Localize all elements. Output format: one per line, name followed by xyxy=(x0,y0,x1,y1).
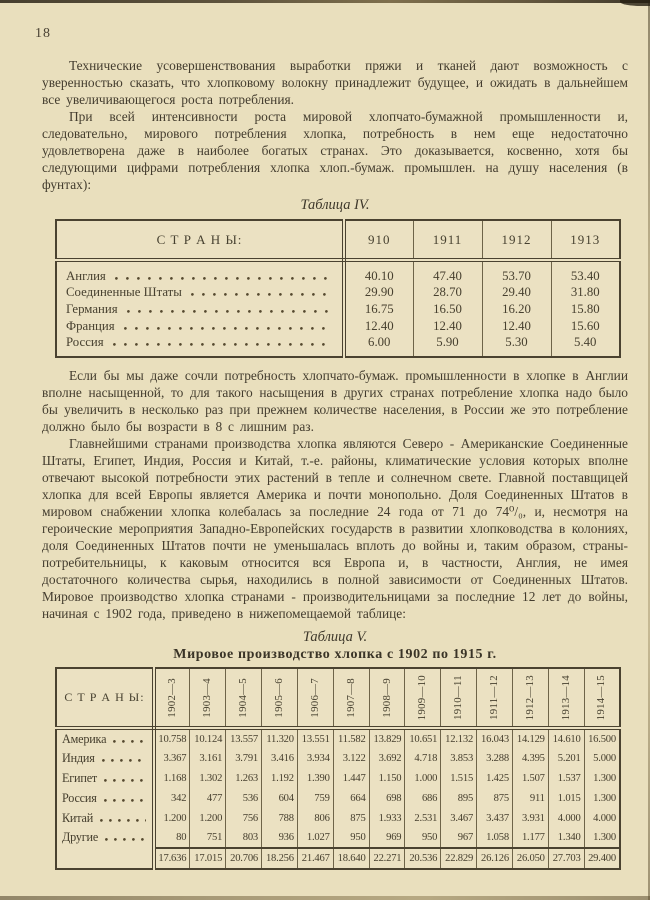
year-column-header-text: 1907—8 xyxy=(344,677,357,718)
value-cell: 1.058 xyxy=(477,828,513,848)
value-cell: 3.122 xyxy=(333,748,369,768)
table-row xyxy=(56,301,620,318)
value-cell: 536 xyxy=(226,788,262,808)
value-cell: 11.320 xyxy=(262,728,298,748)
total-cell: 26.126 xyxy=(477,848,513,869)
value-cell: 5.000 xyxy=(584,748,620,768)
year-column-header-text: 1904—5 xyxy=(237,677,250,718)
value-cell: 3.931 xyxy=(512,808,548,828)
value-cell: 4.395 xyxy=(512,748,548,768)
total-cell: 29.400 xyxy=(584,848,620,869)
value-cell: 756 xyxy=(226,808,262,828)
value-cell: 1.300 xyxy=(584,788,620,808)
value-cell: 14.129 xyxy=(512,728,548,748)
value-cell: 1.302 xyxy=(190,768,226,788)
total-cell: 26.050 xyxy=(512,848,548,869)
year-column-header-text: 1905—6 xyxy=(273,677,286,718)
value-cell: 16.20 xyxy=(482,301,551,318)
year-column-header-text: 1910—11 xyxy=(452,675,465,720)
value-cell: 895 xyxy=(441,788,477,808)
table5-foot xyxy=(56,848,620,869)
dot-leader xyxy=(104,771,146,782)
value-cell: 911 xyxy=(512,788,548,808)
value-cell: 3.416 xyxy=(262,748,298,768)
paragraph-consumption: При всей интенсивности роста мировой хлопчато-бумажной промышленности и, следовательно, мирового потребления хлопка, потребность в нем еще недостаточно удовлетворена даже в наиболее богатых странах. Это доказывается, косвенно, хотя бы следующими цифрами потребления хлопка хлоп.-бумаж. промышлен. на душу населения (в фунтах): xyxy=(42,109,628,192)
table-row xyxy=(56,260,620,284)
total-cell: 21.467 xyxy=(297,848,333,869)
country-label-leader xyxy=(57,732,152,747)
value-cell: 4.000 xyxy=(548,808,584,828)
country-label-cell xyxy=(56,728,154,748)
total-cell: 18.640 xyxy=(333,848,369,869)
country-label: Англия xyxy=(66,269,106,283)
value-cell: 1.192 xyxy=(262,768,298,788)
table5-countries-header: С Т Р А Н Ы: xyxy=(56,668,154,728)
value-cell: 1.168 xyxy=(154,768,190,788)
dot-leader xyxy=(105,830,146,841)
value-cell: 53.40 xyxy=(551,260,620,284)
value-cell: 12.40 xyxy=(344,318,413,335)
table5-header-row xyxy=(56,668,620,728)
value-cell: 12.132 xyxy=(441,728,477,748)
value-cell: 698 xyxy=(369,788,405,808)
year-column-header xyxy=(190,668,226,728)
country-label-leader xyxy=(57,335,342,350)
value-cell: 3.791 xyxy=(226,748,262,768)
table4-header-row xyxy=(56,220,620,260)
dot-leader xyxy=(191,285,332,296)
country-label-leader xyxy=(57,269,342,284)
value-cell: 3.161 xyxy=(190,748,226,768)
year-column-header-text: 1903—4 xyxy=(201,677,214,718)
table4-consumption-per-capita xyxy=(55,219,621,358)
year-column-header xyxy=(333,668,369,728)
table-row xyxy=(56,768,620,788)
year-column-header xyxy=(154,668,190,728)
table4-body xyxy=(56,260,620,357)
value-cell: 1.447 xyxy=(333,768,369,788)
year-column-header: 910 xyxy=(344,220,413,260)
total-cell: 18.256 xyxy=(262,848,298,869)
value-cell: 1.515 xyxy=(441,768,477,788)
value-cell: 1.015 xyxy=(548,788,584,808)
table5-title: Мировое производство хлопка с 1902 по 1915 г. xyxy=(173,647,497,662)
year-column-header-text: 1906—7 xyxy=(308,677,321,718)
value-cell: 15.80 xyxy=(551,301,620,318)
value-cell: 13.829 xyxy=(369,728,405,748)
country-label-cell xyxy=(56,768,154,788)
dot-leader xyxy=(127,302,332,313)
country-label-leader xyxy=(57,771,152,786)
value-cell: 29.90 xyxy=(344,284,413,301)
country-label-cell xyxy=(56,808,154,828)
value-cell: 1.000 xyxy=(405,768,441,788)
dot-leader xyxy=(100,811,146,822)
value-cell: 3.437 xyxy=(477,808,513,828)
value-cell: 1.200 xyxy=(154,808,190,828)
value-cell: 1.300 xyxy=(584,828,620,848)
value-cell: 10.758 xyxy=(154,728,190,748)
table-row xyxy=(56,748,620,768)
value-cell: 1.507 xyxy=(512,768,548,788)
table-row xyxy=(56,808,620,828)
value-cell: 5.90 xyxy=(413,335,482,357)
year-column-header-text: 1914—15 xyxy=(595,674,608,721)
dot-leader xyxy=(113,335,332,346)
year-column-header xyxy=(548,668,584,728)
country-label-leader xyxy=(57,791,152,806)
year-column-header xyxy=(512,668,548,728)
total-cell: 17.015 xyxy=(190,848,226,869)
country-label-cell xyxy=(56,318,344,335)
value-cell: 969 xyxy=(369,828,405,848)
country-label: Франция xyxy=(66,319,115,333)
country-label-leader xyxy=(57,830,152,845)
year-column-header xyxy=(584,668,620,728)
value-cell: 80 xyxy=(154,828,190,848)
table-row xyxy=(56,318,620,335)
country-label: Соединенные Штаты xyxy=(66,285,182,299)
value-cell: 5.30 xyxy=(482,335,551,357)
total-cell: 20.706 xyxy=(226,848,262,869)
country-label: Америка xyxy=(62,731,107,746)
dot-leader xyxy=(102,751,146,762)
year-column-header xyxy=(226,668,262,728)
value-cell: 53.70 xyxy=(482,260,551,284)
value-cell: 686 xyxy=(405,788,441,808)
country-label-cell xyxy=(56,828,154,848)
paragraph-producers: Главнейшими странами производства хлопка являются Северо - Американские Соединенные Штаты, Египет, Индия, Россия и Китай, т.-е. районы, климатические условия которых вполне отвечают высокой потребности этих растений в тепле и солнечном свете. Главной поставщицей хлопка для всей Европы является Америка и почти монопольно. Доля Соединенных Штатов в мировом снабжении хлопка колебалась за последние 24 года от 71 до 74⁰/₀, и, несмотря на героические мероприятия Западно-Европейских государств в развитии хлопководства в колониях, доля Соединенных Штатов почти не уменьшалась вплоть до войны и, таким образом, страны-потребительницы, к каковым относится вся Европа и, в частности, Англия, не имея достаточного количества сырья, находились в полной зависимости от Соединенных Штатов. Мировое производство хлопка странами - производительницами за последние 12 лет до войны, начиная с 1902 года, приведено в нижепомещаемой таблице: xyxy=(42,436,628,621)
year-column-header xyxy=(405,668,441,728)
year-column-header xyxy=(441,668,477,728)
total-cell: 27.703 xyxy=(548,848,584,869)
value-cell: 967 xyxy=(441,828,477,848)
value-cell: 12.40 xyxy=(482,318,551,335)
country-label: Россия xyxy=(62,790,97,805)
value-cell: 3.367 xyxy=(154,748,190,768)
value-cell: 16.043 xyxy=(477,728,513,748)
value-cell: 40.10 xyxy=(344,260,413,284)
table5-world-production xyxy=(55,667,621,870)
value-cell: 16.75 xyxy=(344,301,413,318)
country-label-cell xyxy=(56,284,344,301)
value-cell: 14.610 xyxy=(548,728,584,748)
value-cell: 28.70 xyxy=(413,284,482,301)
value-cell: 12.40 xyxy=(413,318,482,335)
value-cell: 751 xyxy=(190,828,226,848)
value-cell: 1.263 xyxy=(226,768,262,788)
country-label: Египет xyxy=(62,770,98,785)
value-cell: 1.027 xyxy=(297,828,333,848)
value-cell: 1.425 xyxy=(477,768,513,788)
value-cell: 875 xyxy=(333,808,369,828)
value-cell: 759 xyxy=(297,788,333,808)
dot-leader xyxy=(115,269,332,280)
value-cell: 3.853 xyxy=(441,748,477,768)
country-label-cell xyxy=(56,335,344,357)
value-cell: 16.50 xyxy=(413,301,482,318)
country-label-cell xyxy=(56,260,344,284)
country-label-leader xyxy=(57,319,342,334)
table4-head xyxy=(56,220,620,260)
value-cell: 950 xyxy=(333,828,369,848)
value-cell: 342 xyxy=(154,788,190,808)
value-cell: 1.200 xyxy=(190,808,226,828)
value-cell: 31.80 xyxy=(551,284,620,301)
value-cell: 5.201 xyxy=(548,748,584,768)
value-cell: 13.557 xyxy=(226,728,262,748)
table-row xyxy=(56,335,620,357)
value-cell: 3.692 xyxy=(369,748,405,768)
value-cell: 29.40 xyxy=(482,284,551,301)
country-label-leader xyxy=(57,302,342,317)
year-column-header: 1913 xyxy=(551,220,620,260)
value-cell: 6.00 xyxy=(344,335,413,357)
country-label-leader xyxy=(57,751,152,766)
value-cell: 1.933 xyxy=(369,808,405,828)
year-column-header xyxy=(477,668,513,728)
value-cell: 477 xyxy=(190,788,226,808)
table-row xyxy=(56,788,620,808)
year-column-header-text: 1909—10 xyxy=(416,674,429,721)
scan-edge-bottom xyxy=(0,896,650,900)
country-label-cell xyxy=(56,301,344,318)
value-cell: 4.718 xyxy=(405,748,441,768)
value-cell: 16.500 xyxy=(584,728,620,748)
total-cell: 17.636 xyxy=(154,848,190,869)
year-column-header xyxy=(297,668,333,728)
page-number: 18 xyxy=(35,26,51,41)
country-label-leader xyxy=(57,285,342,300)
year-column-header-text: 1913—14 xyxy=(559,674,572,721)
value-cell: 950 xyxy=(405,828,441,848)
value-cell: 11.582 xyxy=(333,728,369,748)
country-label: Китай xyxy=(62,810,94,825)
country-label-leader xyxy=(57,811,152,826)
dot-leader xyxy=(124,319,332,330)
paragraph-intro: Технические усовершенствования выработки пряжи и тканей дают возможность с уверенностью сказать, что хлопковому волокну принадлежит будущее, и ожидать в дальнейшем все увеличивающегося роста потребления. xyxy=(42,58,628,107)
dot-leader xyxy=(113,732,146,743)
value-cell: 47.40 xyxy=(413,260,482,284)
total-cell: 22.829 xyxy=(441,848,477,869)
value-cell: 664 xyxy=(333,788,369,808)
value-cell: 15.60 xyxy=(551,318,620,335)
value-cell: 604 xyxy=(262,788,298,808)
value-cell: 1.150 xyxy=(369,768,405,788)
value-cell: 5.40 xyxy=(551,335,620,357)
year-column-header: 1912 xyxy=(482,220,551,260)
dot-leader xyxy=(104,791,146,802)
country-label: Индия xyxy=(62,750,95,765)
value-cell: 2.531 xyxy=(405,808,441,828)
value-cell: 1.300 xyxy=(584,768,620,788)
table-row xyxy=(56,284,620,301)
value-cell: 3.288 xyxy=(477,748,513,768)
value-cell: 1.390 xyxy=(297,768,333,788)
value-cell: 806 xyxy=(297,808,333,828)
value-cell: 1.340 xyxy=(548,828,584,848)
value-cell: 788 xyxy=(262,808,298,828)
year-column-header-text: 1902—3 xyxy=(166,677,179,718)
value-cell: 1.177 xyxy=(512,828,548,848)
year-column-header: 1911 xyxy=(413,220,482,260)
table4-countries-header: С Т Р А Н Ы: xyxy=(56,220,344,260)
country-label: Другие xyxy=(62,830,99,845)
table5-caption: Таблица V. xyxy=(302,629,368,645)
value-cell: 875 xyxy=(477,788,513,808)
value-cell: 10.651 xyxy=(405,728,441,748)
value-cell: 3.467 xyxy=(441,808,477,828)
value-cell: 936 xyxy=(262,828,298,848)
value-cell: 3.934 xyxy=(297,748,333,768)
value-cell: 10.124 xyxy=(190,728,226,748)
value-cell: 1.537 xyxy=(548,768,584,788)
paragraph-saturation: Если бы мы даже сочли потребность хлопчато-бумаж. промышленности в хлопке в Англии вполне насыщенной, то для такого насыщения в других странах потребление хлопка надо было бы увеличить в несколько раз при прежнем количестве населения, в России же это потребление должно было бы возрасти в 8 с лишним раз. xyxy=(42,368,628,434)
year-column-header xyxy=(369,668,405,728)
value-cell: 803 xyxy=(226,828,262,848)
table5-totals-row xyxy=(56,848,620,869)
table4-caption: Таблица IV. xyxy=(300,197,370,213)
total-cell: 22.271 xyxy=(369,848,405,869)
year-column-header xyxy=(262,668,298,728)
table5-body xyxy=(56,728,620,848)
year-column-header-text: 1908—9 xyxy=(380,677,393,718)
country-label: Россия xyxy=(66,335,104,349)
table-row xyxy=(56,728,620,748)
country-label-cell xyxy=(56,748,154,768)
value-cell: 13.551 xyxy=(297,728,333,748)
country-label: Германия xyxy=(66,302,118,316)
table-row xyxy=(56,828,620,848)
table5-totals-label-cell xyxy=(56,848,154,869)
total-cell: 20.536 xyxy=(405,848,441,869)
value-cell: 4.000 xyxy=(584,808,620,828)
country-label-cell xyxy=(56,788,154,808)
year-column-header-text: 1912—13 xyxy=(523,674,536,721)
year-column-header-text: 1911—12 xyxy=(488,675,501,720)
table5-head xyxy=(56,668,620,728)
